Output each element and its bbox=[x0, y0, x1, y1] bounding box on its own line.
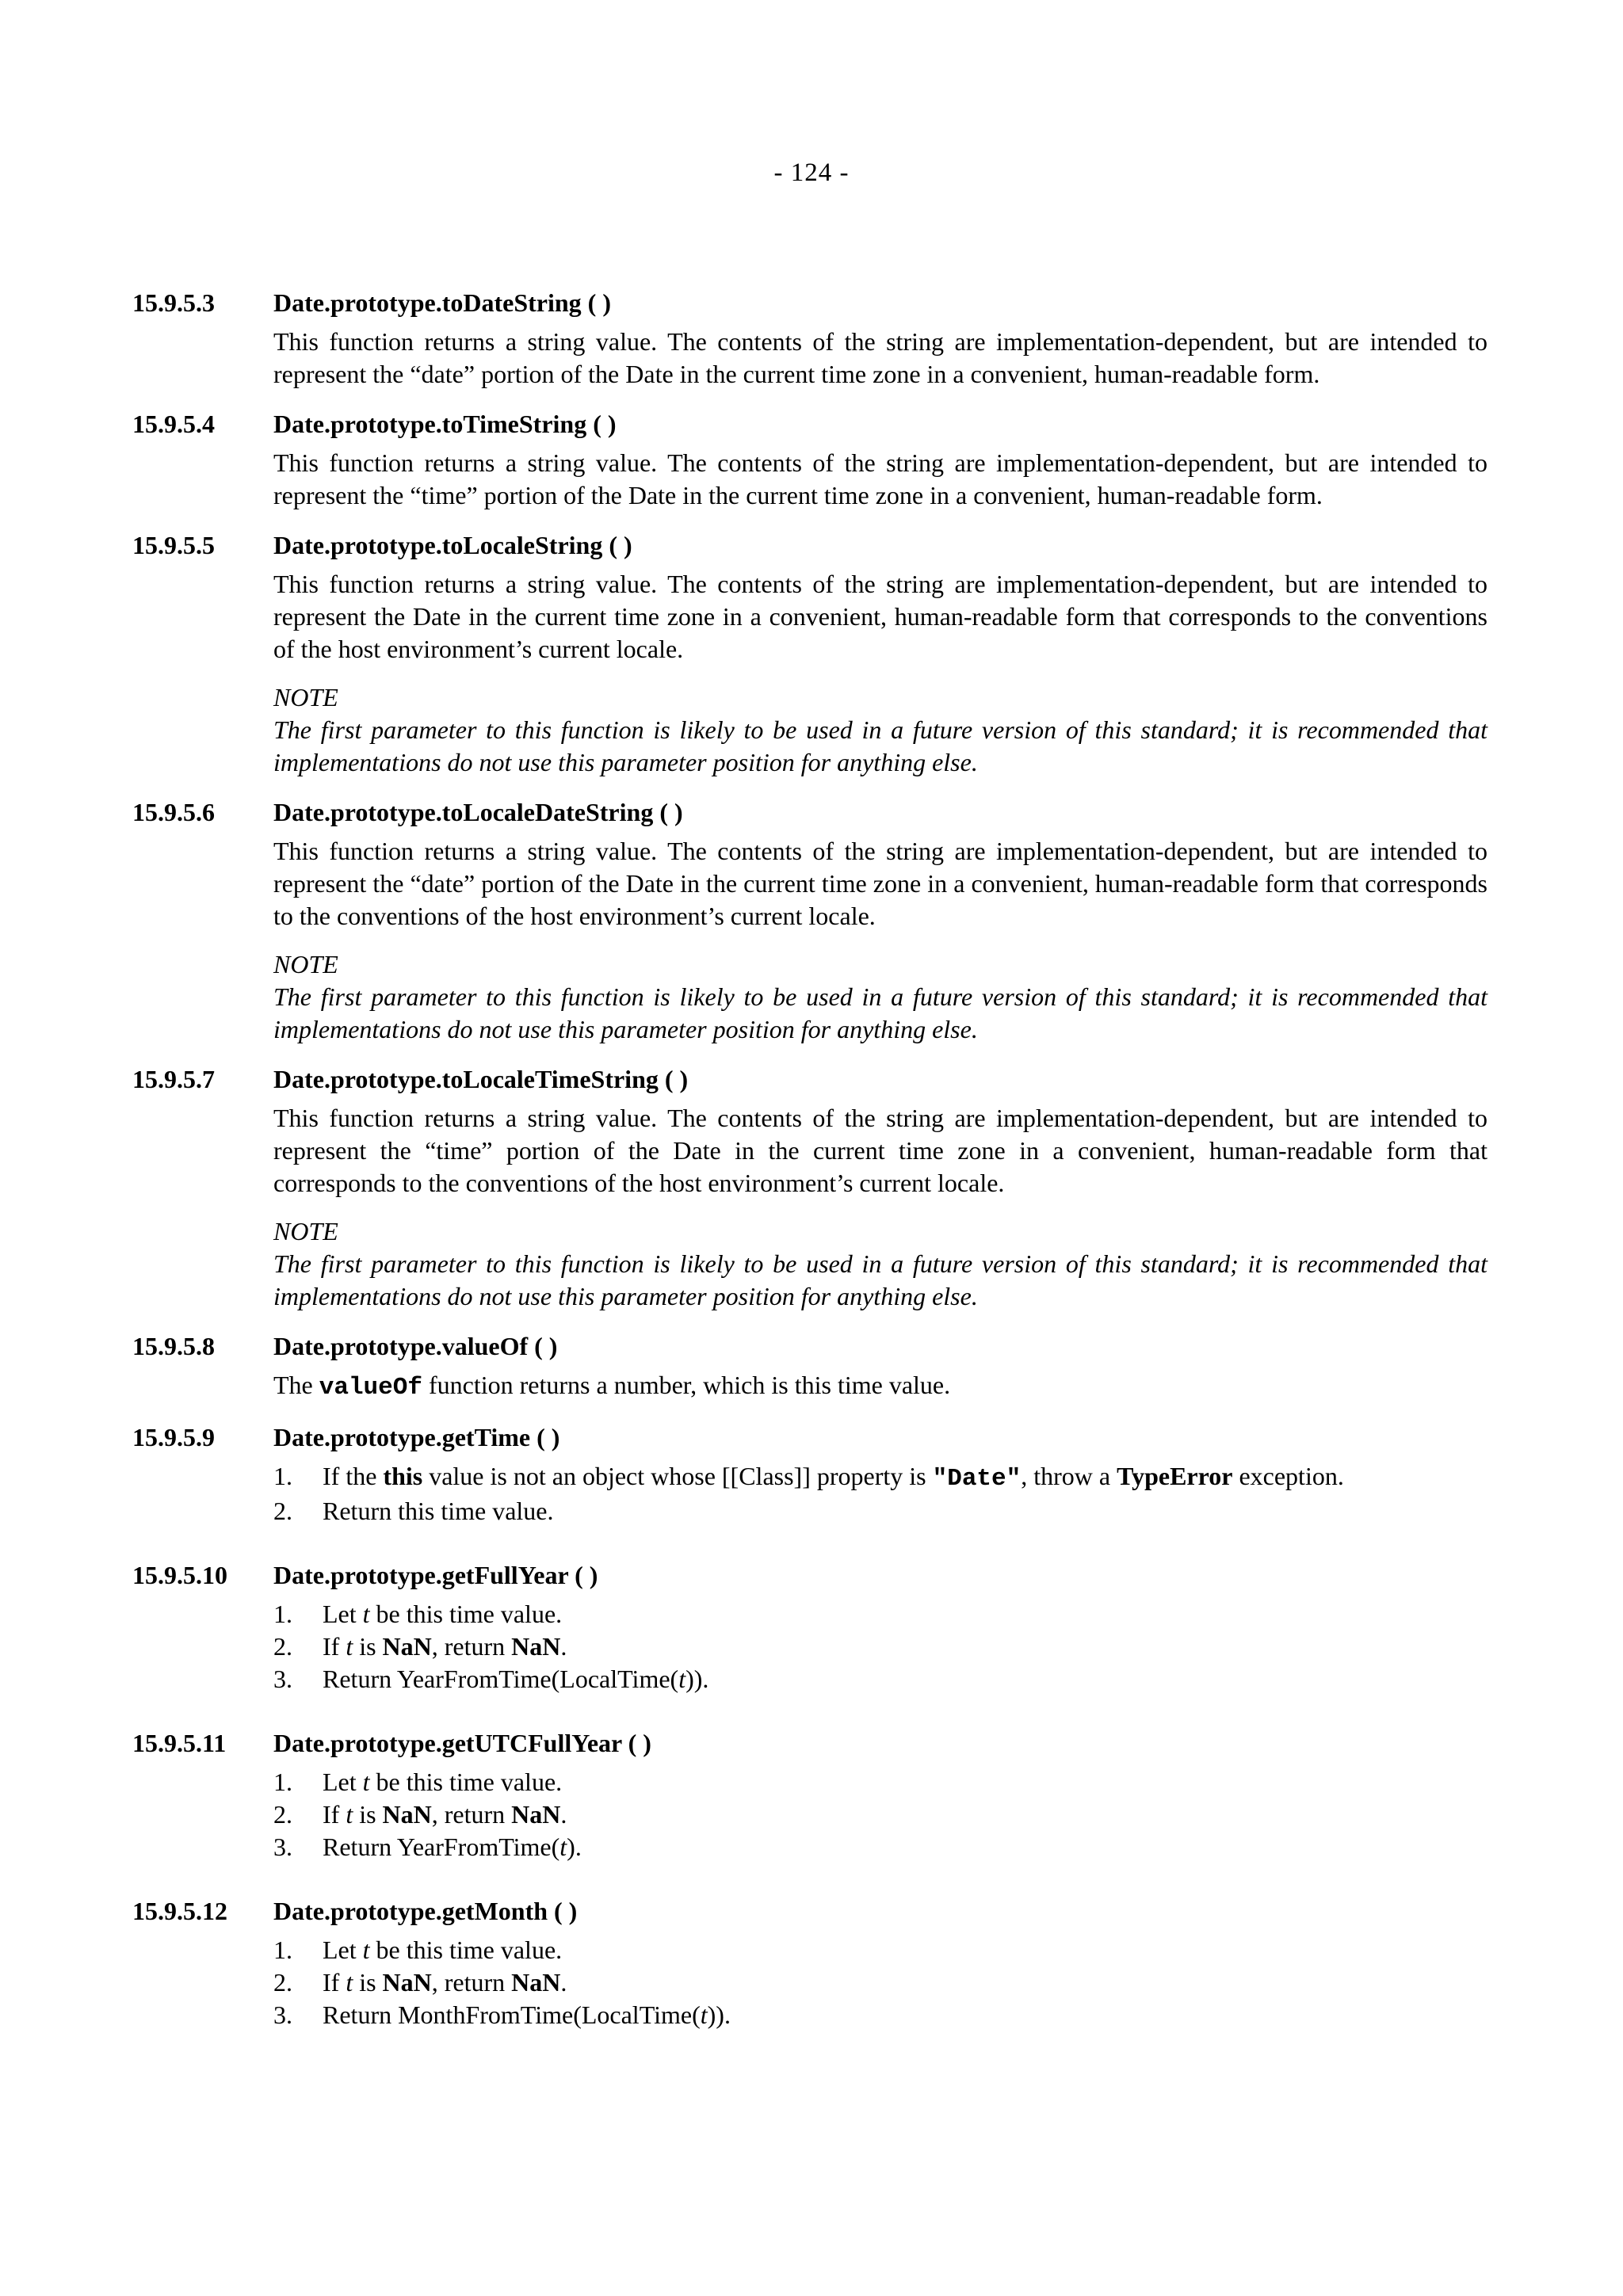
note-label: NOTE bbox=[273, 950, 338, 978]
section-title: Date.prototype.toLocaleString ( ) bbox=[273, 531, 632, 559]
section-title: Date.prototype.toLocaleTimeString ( ) bbox=[273, 1065, 689, 1093]
section-heading bbox=[132, 1421, 1487, 1453]
section-number: 15.9.5.6 bbox=[132, 798, 215, 826]
section-title: Date.prototype.toTimeString ( ) bbox=[273, 410, 617, 438]
section-number: 15.9.5.10 bbox=[132, 1561, 227, 1589]
algorithm-steps bbox=[273, 1934, 1487, 2031]
algorithm-steps bbox=[273, 1598, 1487, 1695]
note-text: The first parameter to this function is likely to be used in a future version of this standard; it is recommended that implementations do not use this parameter position for anything else. bbox=[273, 1249, 1487, 1310]
step: 2. If t is NaN, return NaN. bbox=[273, 1968, 567, 1997]
algorithm-steps bbox=[273, 1460, 1487, 1527]
step: 1. If the this value is not an object whose [[Class]] property is "Date", throw a TypeError exception. bbox=[273, 1462, 1344, 1493]
section-paragraph: This function returns a string value. The contents of the string are implementation-dependent, but are intended to represent the “time” portion of the Date in the current time zone in a convenient, human-readable form that corresponds to the conventions of the host environment’s current locale. bbox=[273, 1104, 1487, 1197]
step: 2. If t is NaN, return NaN. bbox=[273, 1800, 567, 1829]
note-label: NOTE bbox=[273, 683, 338, 711]
note-text: The first parameter to this function is likely to be used in a future version of this standard; it is recommended that implementations do not use this parameter position for anything else. bbox=[273, 982, 1487, 1043]
section-heading bbox=[132, 1063, 1487, 1095]
section-number: 15.9.5.5 bbox=[132, 531, 215, 559]
step: 3. Return YearFromTime(LocalTime(t)). bbox=[273, 1665, 709, 1693]
section-15-9-5-11 bbox=[132, 1727, 1487, 1863]
section-15-9-5-7 bbox=[132, 1063, 1487, 1313]
section-15-9-5-6 bbox=[132, 796, 1487, 1046]
step: 2. If t is NaN, return NaN. bbox=[273, 1632, 567, 1661]
section-paragraph: This function returns a string value. The contents of the string are implementation-dependent, but are intended to represent the “time” portion of the Date in the current time zone in a convenient, human-readable form. bbox=[273, 448, 1487, 509]
section-15-9-5-8 bbox=[132, 1330, 1487, 1404]
section-number: 15.9.5.4 bbox=[132, 410, 215, 438]
section-paragraph: This function returns a string value. The contents of the string are implementation-dependent, but are intended to represent the “date” portion of the Date in the current time zone in a convenient, human-readable form that corresponds to the conventions of the host environment’s current locale. bbox=[273, 837, 1487, 930]
section-title: Date.prototype.toLocaleDateString ( ) bbox=[273, 798, 683, 826]
section-paragraph: This function returns a string value. The contents of the string are implementation-dependent, but are intended to represent the “date” portion of the Date in the current time zone in a convenient, human-readable form. bbox=[273, 327, 1487, 388]
step: 1. Let t be this time value. bbox=[273, 1768, 563, 1796]
section-15-9-5-10 bbox=[132, 1559, 1487, 1695]
section-paragraph: The valueOf function returns a number, which is this time value. bbox=[273, 1371, 951, 1402]
section-heading bbox=[132, 1330, 1487, 1362]
step: 3. Return MonthFromTime(LocalTime(t)). bbox=[273, 2000, 731, 2029]
section-15-9-5-4 bbox=[132, 408, 1487, 512]
section-number: 15.9.5.7 bbox=[132, 1065, 215, 1093]
note bbox=[273, 1215, 1487, 1313]
note bbox=[273, 681, 1487, 779]
section-heading bbox=[132, 287, 1487, 318]
section-number: 15.9.5.8 bbox=[132, 1332, 215, 1360]
section-number: 15.9.5.11 bbox=[132, 1729, 227, 1757]
section-title: Date.prototype.getFullYear ( ) bbox=[273, 1561, 598, 1589]
algorithm-steps bbox=[273, 1766, 1487, 1863]
page-number: - 124 - bbox=[773, 158, 850, 187]
step: 3. Return YearFromTime(t). bbox=[273, 1833, 582, 1861]
section-heading bbox=[132, 1559, 1487, 1591]
code-value-of: valueOf bbox=[319, 1374, 422, 1402]
step: 2. Return this time value. bbox=[273, 1497, 554, 1525]
section-number: 15.9.5.12 bbox=[132, 1897, 227, 1925]
section-paragraph: This function returns a string value. The contents of the string are implementation-dependent, but are intended to represent the Date in the current time zone in a convenient, human-readable form that corresponds to the conventions of the host environment’s current locale. bbox=[273, 570, 1487, 663]
section-heading bbox=[132, 796, 1487, 828]
section-heading bbox=[132, 529, 1487, 561]
section-15-9-5-5 bbox=[132, 529, 1487, 779]
section-title: Date.prototype.getMonth ( ) bbox=[273, 1897, 578, 1925]
section-heading bbox=[132, 408, 1487, 440]
step: 1. Let t be this time value. bbox=[273, 1936, 563, 1964]
step: 1. Let t be this time value. bbox=[273, 1600, 563, 1628]
section-number: 15.9.5.9 bbox=[132, 1423, 215, 1451]
section-title: Date.prototype.getUTCFullYear ( ) bbox=[273, 1729, 651, 1757]
section-15-9-5-9 bbox=[132, 1421, 1487, 1527]
section-title: Date.prototype.toDateString ( ) bbox=[273, 288, 611, 317]
section-number: 15.9.5.3 bbox=[132, 288, 215, 317]
section-15-9-5-12 bbox=[132, 1895, 1487, 2031]
note-text: The first parameter to this function is likely to be used in a future version of this standard; it is recommended that implementations do not use this parameter position for anything else. bbox=[273, 715, 1487, 776]
section-15-9-5-3 bbox=[132, 287, 1487, 391]
section-heading bbox=[132, 1895, 1487, 1927]
section-title: Date.prototype.getTime ( ) bbox=[273, 1423, 560, 1451]
document-body bbox=[132, 287, 1487, 2031]
section-heading bbox=[132, 1727, 1487, 1759]
section-title: Date.prototype.valueOf ( ) bbox=[273, 1332, 558, 1360]
note-label: NOTE bbox=[273, 1217, 338, 1245]
note bbox=[273, 948, 1487, 1046]
